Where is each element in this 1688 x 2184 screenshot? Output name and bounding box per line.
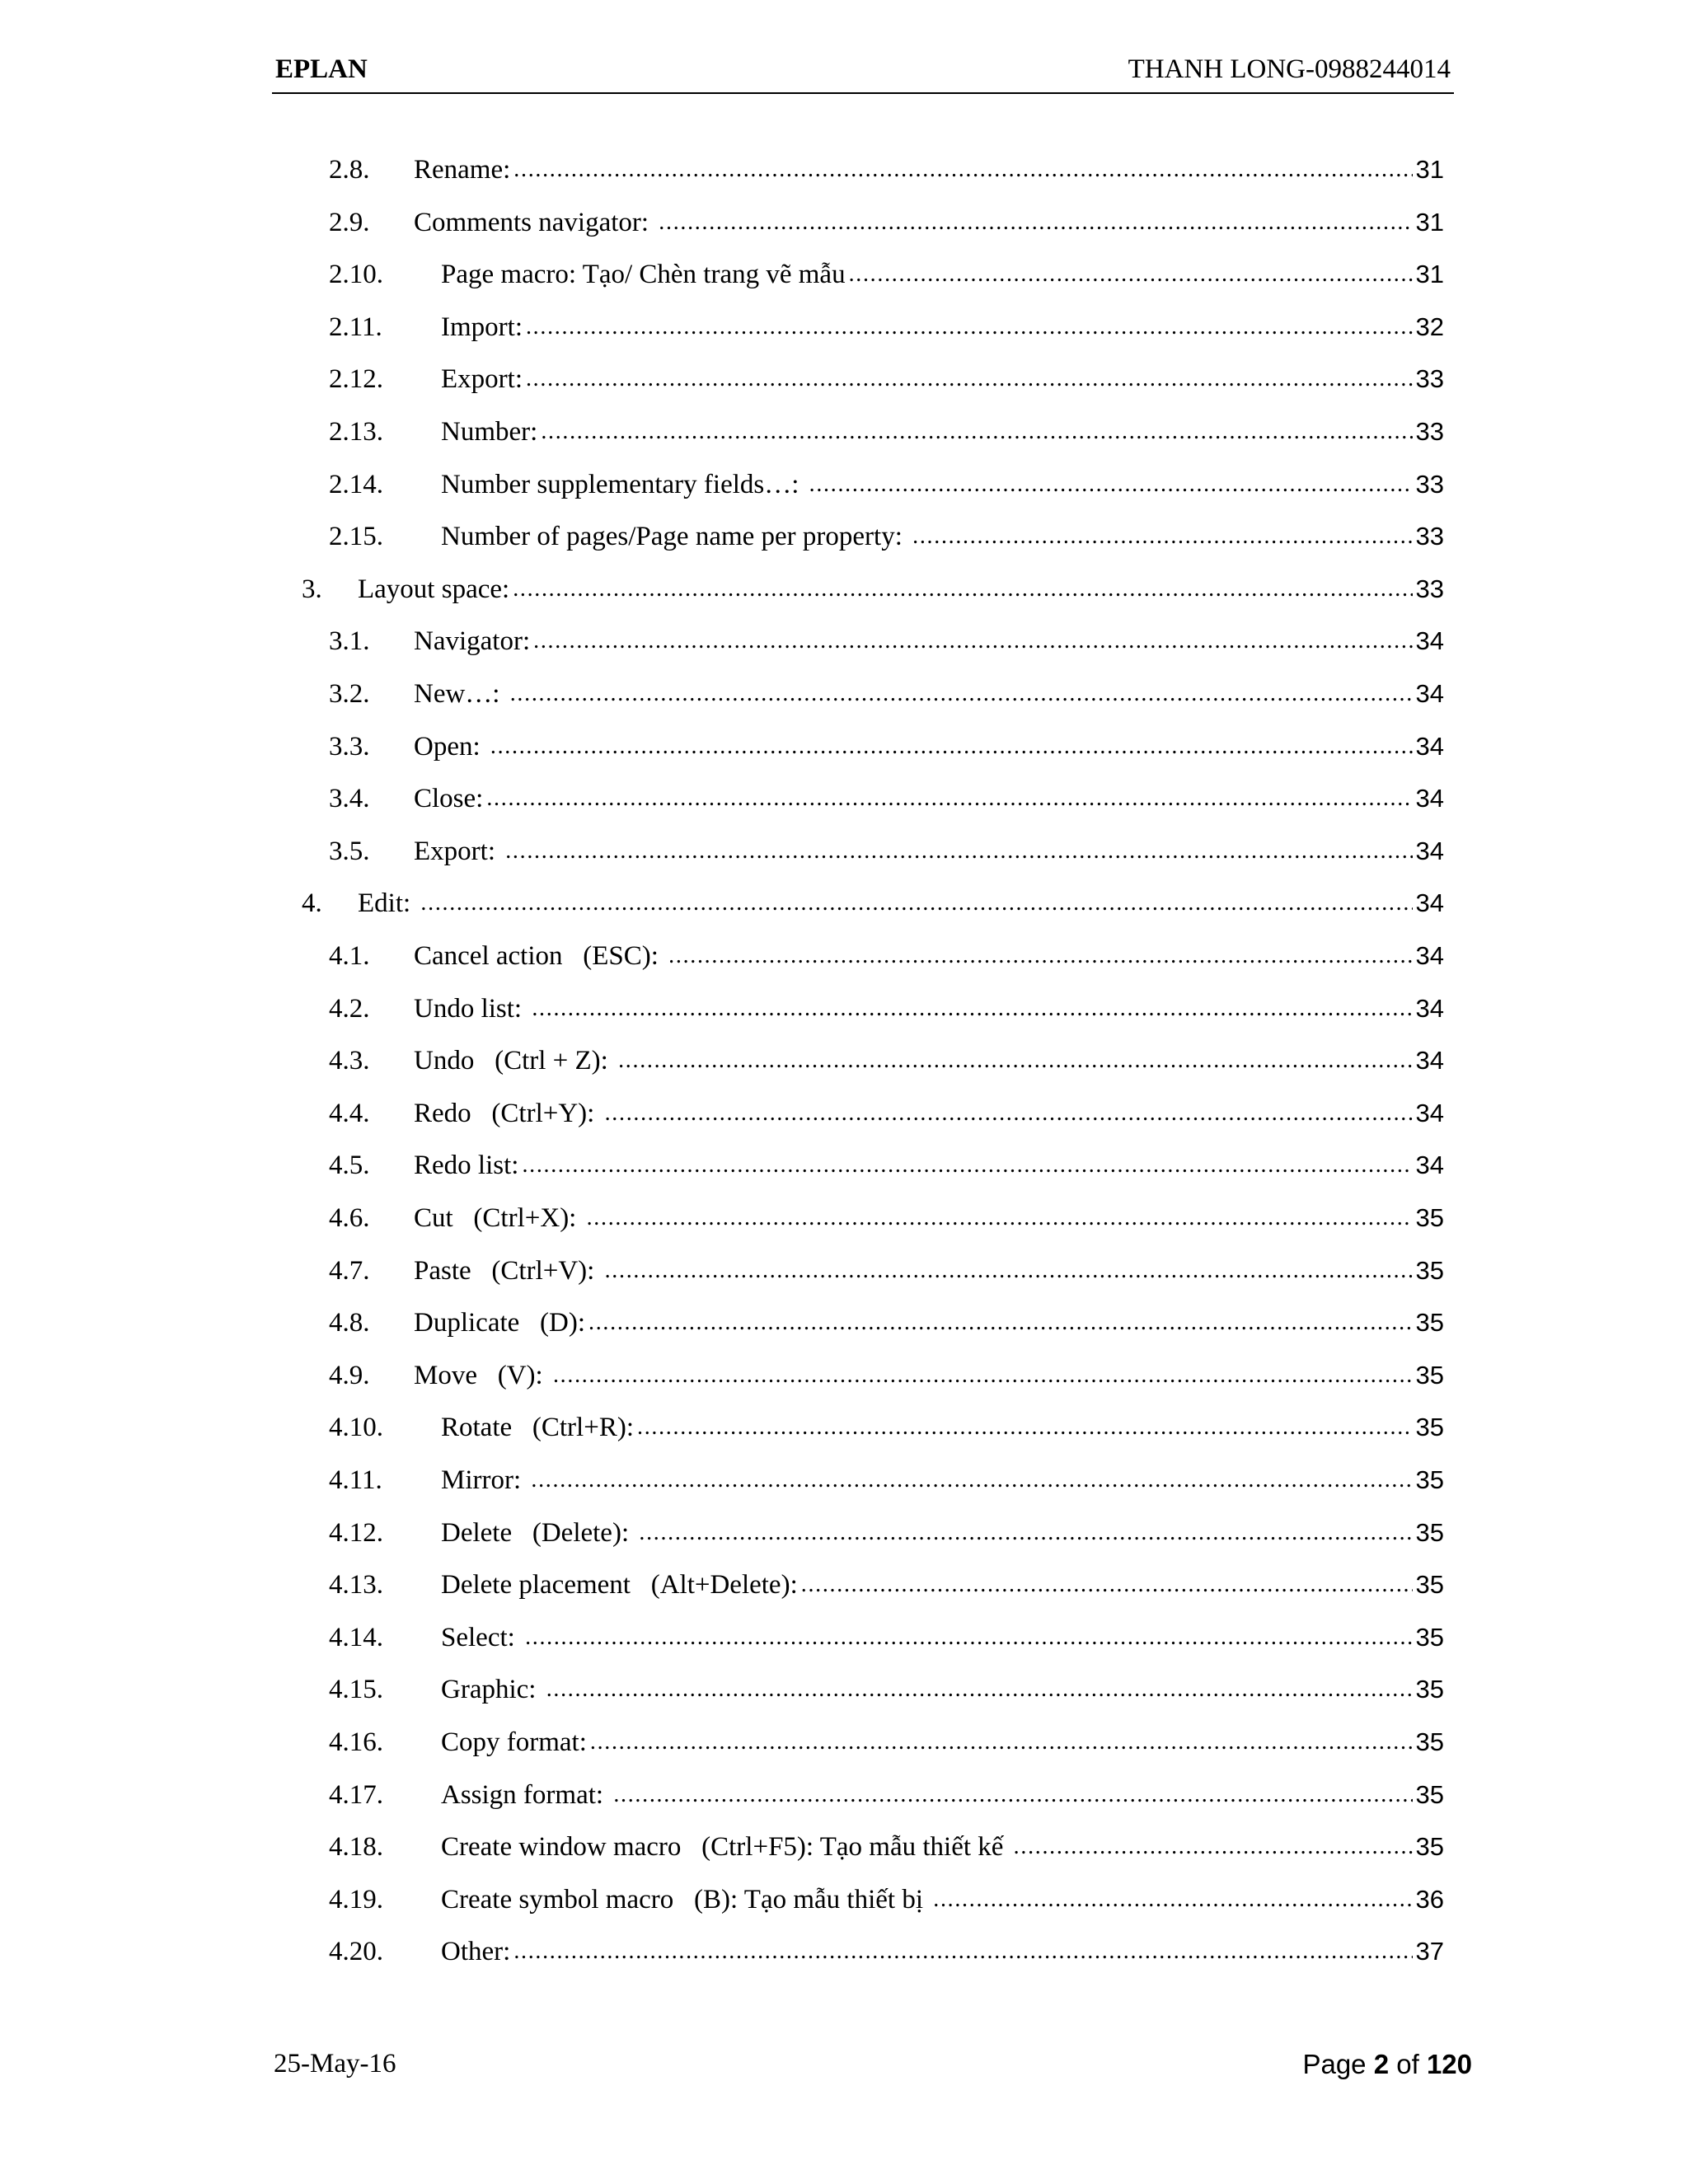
toc-entry-number: 4. (302, 888, 322, 919)
toc-entry-number: 2.8. (329, 155, 370, 185)
toc-entry-title: Rotate (Ctrl+R): (441, 1413, 634, 1443)
toc-entry[interactable] (302, 560, 1444, 606)
toc-entry-number: 2.12. (329, 364, 383, 395)
toc-entry-title: Cancel action (ESC): (414, 941, 666, 971)
toc-dot-leader (605, 1254, 1413, 1287)
toc-entry-number: 4.12. (329, 1517, 383, 1548)
toc-dot-leader (639, 1516, 1412, 1549)
toc-entry-title: Duplicate (D): (414, 1308, 586, 1338)
toc-entry-page: 35 (1415, 1570, 1444, 1600)
toc-entry-title: Paste (Ctrl+V): (414, 1255, 602, 1286)
toc-entry[interactable] (329, 612, 1444, 658)
toc-entry[interactable] (329, 717, 1444, 763)
toc-entry-number: 3.5. (329, 836, 370, 866)
toc-entry-number: 4.20. (329, 1937, 383, 1967)
toc-entry-number: 2.13. (329, 417, 383, 447)
toc-entry[interactable] (329, 1451, 1444, 1497)
toc-entry-title: Number of pages/Page name per property: (441, 522, 910, 552)
toc-entry-number: 2.11. (329, 312, 382, 342)
toc-entry[interactable] (329, 1503, 1444, 1549)
toc-dot-leader (553, 1359, 1413, 1392)
toc-entry-page: 35 (1415, 1675, 1444, 1704)
toc-entry-number: 4.3. (329, 1046, 370, 1076)
toc-entry-title: Undo (Ctrl + Z): (414, 1046, 616, 1076)
toc-entry-page: 35 (1415, 1779, 1444, 1809)
toc-entry-title: Layout space: (358, 574, 510, 604)
toc-dot-leader (809, 468, 1413, 501)
toc-entry-page: 35 (1415, 1308, 1444, 1338)
toc-entry[interactable] (329, 1136, 1444, 1182)
toc-entry[interactable] (329, 1608, 1444, 1654)
page-prefix: Page (1302, 2049, 1374, 2079)
toc-dot-leader (420, 887, 1412, 920)
toc-entry-page: 34 (1415, 888, 1444, 918)
toc-dot-leader (531, 1464, 1412, 1497)
toc-entry-title: Assign format: (441, 1779, 611, 1810)
toc-entry-number: 3.1. (329, 626, 370, 657)
toc-entry-page: 34 (1415, 1151, 1444, 1180)
toc-dot-leader (505, 835, 1412, 868)
toc-entry[interactable] (329, 664, 1444, 710)
toc-entry-number: 2.14. (329, 469, 383, 499)
toc-entry-page: 33 (1415, 364, 1444, 394)
toc-entry-number: 4.14. (329, 1622, 383, 1652)
toc-entry-title: Mirror: (441, 1465, 528, 1495)
toc-entry-title: Number supplementary fields…: (441, 469, 806, 499)
toc-dot-leader (668, 940, 1412, 972)
toc-entry-number: 4.8. (329, 1308, 370, 1338)
toc-dot-leader (912, 520, 1412, 553)
toc-entry-number: 3.4. (329, 784, 370, 814)
toc-entry-page: 37 (1415, 1937, 1444, 1966)
toc-entry-number: 4.6. (329, 1203, 370, 1233)
toc-entry[interactable] (329, 349, 1444, 396)
toc-dot-leader (546, 1673, 1413, 1706)
toc-entry-title: Redo (Ctrl+Y): (414, 1098, 602, 1128)
toc-entry-page: 33 (1415, 574, 1444, 603)
toc-entry-title: Create symbol macro (B): Tạo mẫu thiết bị (441, 1884, 931, 1915)
toc-entry-page: 33 (1415, 522, 1444, 551)
toc-entry[interactable] (329, 1817, 1444, 1863)
toc-entry[interactable] (329, 193, 1444, 239)
toc-dot-leader (618, 1044, 1412, 1077)
toc-dot-leader (637, 1411, 1413, 1444)
toc-entry[interactable] (329, 507, 1444, 553)
toc-entry[interactable] (329, 1870, 1444, 1916)
toc-entry-number: 4.17. (329, 1779, 383, 1810)
toc-dot-leader (532, 992, 1412, 1025)
toc-entry[interactable] (329, 245, 1444, 291)
toc-entry[interactable] (329, 1241, 1444, 1287)
toc-entry[interactable] (329, 1031, 1444, 1077)
toc-dot-leader (605, 1097, 1413, 1130)
toc-entry-page: 34 (1415, 836, 1444, 865)
toc-dot-leader (490, 730, 1413, 763)
toc-entry-page: 33 (1415, 417, 1444, 446)
toc-entry-number: 4.18. (329, 1832, 383, 1863)
toc-entry-page: 35 (1415, 1465, 1444, 1494)
toc-entry-number: 3.2. (329, 679, 370, 709)
toc-dot-leader (526, 363, 1413, 396)
toc-entry-number: 4.2. (329, 993, 370, 1024)
toc-dot-leader (541, 415, 1412, 448)
toc-entry-title: Open: (414, 731, 487, 762)
toc-dot-leader (513, 1935, 1412, 1968)
toc-entry-number: 2.9. (329, 207, 370, 237)
toc-entry-number: 4.11. (329, 1465, 382, 1495)
toc-entry[interactable] (329, 1555, 1444, 1601)
toc-entry-page: 35 (1415, 1360, 1444, 1390)
toc-entry-title: Other: (441, 1937, 511, 1967)
toc-entry[interactable] (329, 1398, 1444, 1444)
toc-entry[interactable] (329, 140, 1444, 186)
toc-entry-page: 35 (1415, 1622, 1444, 1652)
header-title: EPLAN (275, 54, 368, 84)
toc-entry-title: Comments navigator: (414, 207, 656, 237)
toc-entry-page: 33 (1415, 469, 1444, 499)
toc-entry[interactable] (329, 769, 1444, 815)
toc-entry-title: Export: (441, 364, 523, 395)
toc-dot-leader (933, 1883, 1412, 1916)
toc-dot-leader (1014, 1830, 1413, 1863)
toc-entry-title: Move (V): (414, 1360, 550, 1390)
toc-dot-leader (486, 782, 1412, 815)
toc-entry-page: 35 (1415, 1832, 1444, 1862)
toc-entry[interactable] (329, 926, 1444, 972)
toc-entry-page: 35 (1415, 1517, 1444, 1547)
toc-entry-number: 4.4. (329, 1098, 370, 1128)
toc-entry-page: 34 (1415, 1046, 1444, 1076)
toc-entry-title: New…: (414, 679, 507, 709)
toc-entry-number: 4.7. (329, 1255, 370, 1286)
toc-entry-page: 34 (1415, 993, 1444, 1023)
toc-entry-number: 4.5. (329, 1151, 370, 1181)
toc-entry[interactable] (329, 298, 1444, 344)
toc-dot-leader (533, 625, 1412, 658)
toc-entry-title: Edit: (358, 888, 418, 919)
toc-dot-leader (525, 1621, 1412, 1654)
toc-dot-leader (526, 311, 1413, 344)
toc-entry-number: 3. (302, 574, 322, 604)
toc-entry[interactable] (329, 979, 1444, 1025)
toc-entry-title: Number: (441, 417, 538, 447)
toc-entry-title: Delete (Delete): (441, 1517, 636, 1548)
toc-entry-page: 31 (1415, 155, 1444, 184)
footer-date: 25-May-16 (274, 2049, 396, 2079)
toc-entry-title: Redo list: (414, 1151, 519, 1181)
toc-entry-title: Select: (441, 1622, 523, 1652)
toc-entry-number: 4.15. (329, 1675, 383, 1705)
toc-dot-leader (522, 1149, 1412, 1182)
toc-dot-leader (587, 1202, 1413, 1235)
toc-entry-page: 35 (1415, 1255, 1444, 1285)
toc-entry-number: 2.15. (329, 522, 383, 552)
toc-entry-page: 34 (1415, 626, 1444, 656)
page-current: 2 (1373, 2049, 1390, 2079)
page-of: of (1389, 2049, 1427, 2079)
toc-entry-number: 4.10. (329, 1413, 383, 1443)
toc-entry-title: Graphic: (441, 1675, 543, 1705)
toc-entry-page: 34 (1415, 731, 1444, 761)
toc-entry[interactable] (329, 1713, 1444, 1759)
toc-entry-number: 4.16. (329, 1727, 383, 1757)
toc-entry-number: 3.3. (329, 731, 370, 762)
toc-entry-page: 34 (1415, 679, 1444, 708)
toc-entry[interactable] (329, 1346, 1444, 1392)
toc-entry-title: Rename: (414, 155, 511, 185)
toc-entry-page: 35 (1415, 1203, 1444, 1232)
toc-dot-leader (513, 573, 1412, 606)
toc-dot-leader (590, 1726, 1413, 1759)
toc-entry[interactable] (302, 874, 1444, 920)
toc-entry-number: 4.1. (329, 941, 370, 971)
toc-entry-title: Import: (441, 312, 523, 342)
header-author: THANH LONG-0988244014 (1128, 54, 1451, 84)
toc-entry[interactable] (329, 1660, 1444, 1706)
toc-dot-leader (849, 258, 1413, 291)
toc-dot-leader (659, 206, 1412, 239)
toc-entry[interactable] (329, 1188, 1444, 1235)
toc-entry[interactable] (329, 455, 1444, 501)
toc-entry-title: Export: (414, 836, 503, 866)
toc-entry-page: 32 (1415, 312, 1444, 341)
toc-entry-number: 4.19. (329, 1884, 383, 1915)
toc-entry[interactable] (329, 1293, 1444, 1339)
toc-entry-title: Create window macro (Ctrl+F5): Tạo mẫu thiết kế (441, 1832, 1010, 1863)
page-header (272, 51, 1454, 94)
toc-entry[interactable] (329, 1765, 1444, 1811)
toc-dot-leader (513, 153, 1412, 186)
page-total: 120 (1426, 2049, 1472, 2079)
toc-entry-title: Copy format: (441, 1727, 587, 1757)
toc-entry-page: 31 (1415, 207, 1444, 237)
toc-entry-title: Navigator: (414, 626, 531, 657)
toc-entry-page: 36 (1415, 1884, 1444, 1914)
toc-dot-leader (613, 1779, 1412, 1811)
toc-entry-page: 34 (1415, 784, 1444, 813)
toc-entry[interactable] (329, 822, 1444, 868)
footer-page-number (1302, 2049, 1472, 2080)
toc-entry-title: Undo list: (414, 993, 529, 1024)
toc-entry-number: 2.10. (329, 260, 383, 290)
toc-entry-page: 31 (1415, 260, 1444, 289)
toc-entry[interactable] (329, 402, 1444, 448)
toc-entry-title: Close: (414, 784, 484, 814)
toc-entry-page: 35 (1415, 1727, 1444, 1756)
toc-dot-leader (510, 677, 1413, 710)
toc-entry-number: 4.9. (329, 1360, 370, 1390)
toc-entry[interactable] (329, 1084, 1444, 1130)
toc-dot-leader (588, 1306, 1413, 1339)
toc-entry-number: 4.13. (329, 1570, 383, 1601)
toc-entry-title: Delete placement (Alt+Delete): (441, 1570, 798, 1601)
toc-entry-page: 34 (1415, 1098, 1444, 1127)
toc-entry-page: 35 (1415, 1413, 1444, 1442)
toc-dot-leader (801, 1568, 1413, 1601)
toc-entry-page: 34 (1415, 941, 1444, 970)
toc-entry[interactable] (329, 1922, 1444, 1968)
toc-entry-title: Cut (Ctrl+X): (414, 1203, 584, 1233)
toc-entry-title: Page macro: Tạo/ Chèn trang vẽ mẫu (441, 260, 846, 290)
